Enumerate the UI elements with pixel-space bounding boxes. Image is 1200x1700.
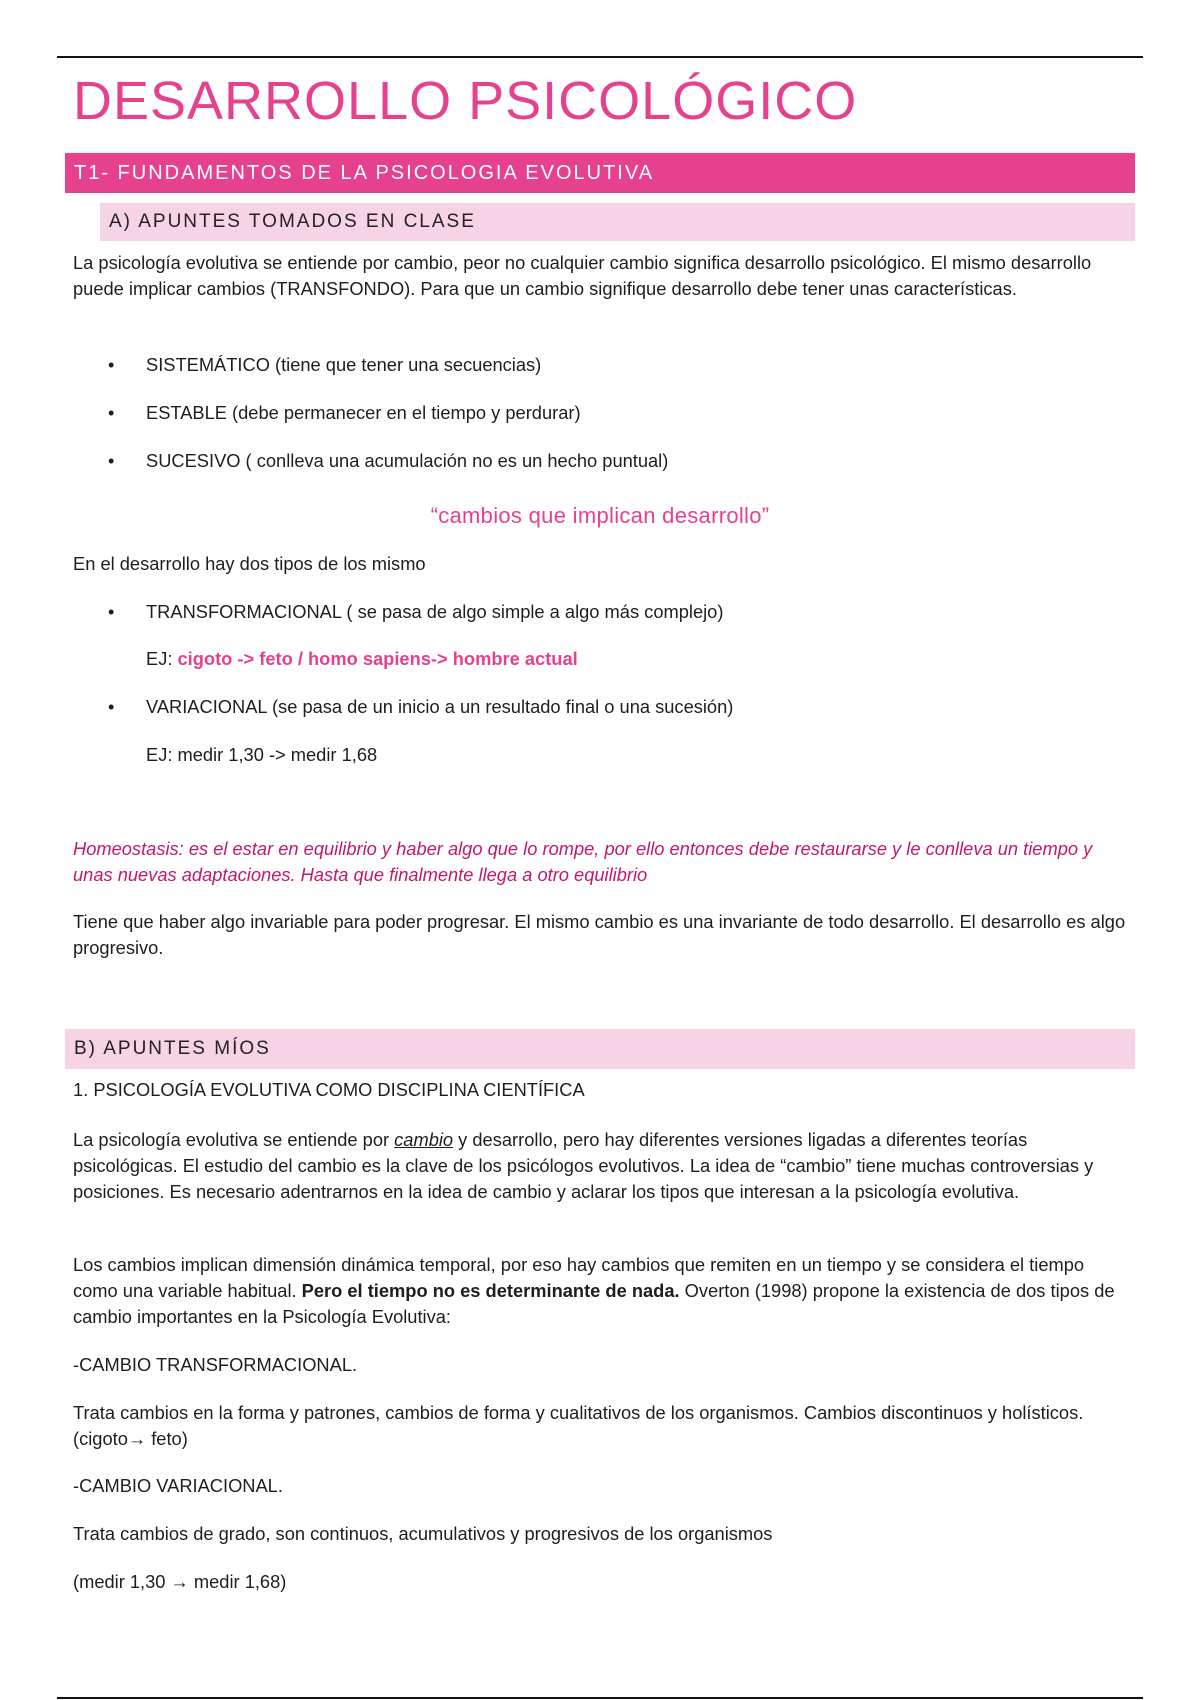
list-item [108, 400, 581, 426]
list-item-text: ESTABLE (debe permanecer en el tiempo y perdurar) [146, 402, 581, 423]
example-transformational: EJ: cigoto -> feto / homo sapiens-> hombre actual [146, 648, 578, 669]
bullet-icon: • [108, 697, 115, 717]
invariant-paragraph: Tiene que haber algo invariable para poder progresar. El mismo cambio es una invariante de todo desarrollo. El desarrollo es algo progresivo. [73, 911, 1126, 958]
section-heading-1: 1. PSICOLOGÍA EVOLUTIVA COMO DISCIPLINA CIENTÍFICA [73, 1079, 585, 1100]
example-highlight: cigoto -> feto / homo sapiens-> hombre actual [177, 648, 578, 669]
paragraph-time: Los cambios implican dimensión dinámica temporal, por eso hay cambios que remiten en un tiempo y se considera el tiempo como una variable habitual. Pero el tiempo no es determinante de nada. Overton (1998) propone la existencia de dos tipos de cambio importantes en la Psicología Evolutiva: [73, 1254, 1115, 1327]
subsection-header-b: B) APUNTES MÍOS [65, 1029, 1135, 1069]
bold-statement: Pero el tiempo no es determinante de nada. [301, 1280, 680, 1301]
highlight-quote: “cambios que implican desarrollo” [430, 503, 770, 528]
list-item-text: SUCESIVO ( conlleva una acumulación no es un hecho puntual) [146, 450, 669, 471]
heading-transformational: -CAMBIO TRANSFORMACIONAL. [73, 1354, 358, 1375]
underlined-term: cambio [394, 1129, 454, 1150]
bullet-icon: • [108, 403, 115, 423]
list-item-text: VARIACIONAL (se pasa de un inicio a un resultado final o una sucesión) [146, 696, 734, 717]
types-intro: En el desarrollo hay dos tipos de los mismo [73, 553, 426, 574]
list-item-text: SISTEMÁTICO (tiene que tener una secuencias) [146, 354, 542, 375]
variational-example: (medir 1,30 → medir 1,68) [73, 1571, 287, 1592]
list-item [108, 599, 723, 625]
subsection-header-a: A) APUNTES TOMADOS EN CLASE [100, 203, 1135, 241]
top-rule [57, 56, 1143, 58]
example-variational: EJ: medir 1,30 -> medir 1,68 [146, 744, 378, 765]
heading-variational: -CAMBIO VARIACIONAL. [73, 1475, 283, 1496]
intro-paragraph: La psicología evolutiva se entiende por cambio, peor no cualquier cambio significa desarrollo psicológico. El mismo desarrollo puede implicar cambios (TRANSFONDO). Para que un cambio signifique desarrollo debe tener unas características. [73, 252, 1092, 299]
bottom-rule [57, 1697, 1143, 1699]
section-header-t1: T1- FUNDAMENTOS DE LA PSICOLOGIA EVOLUTIVA [65, 153, 1135, 193]
bullet-icon: • [108, 451, 115, 471]
bullet-icon: • [108, 355, 115, 375]
bullet-icon: • [108, 602, 115, 622]
list-item [108, 448, 668, 474]
homeostasis-note: Homeostasis: es el estar en equilibrio y haber algo que lo rompe, por ello entonces debe restaurarse y le conlleva un tiempo y unas nuevas adaptaciones. Hasta que finalmente llega a otro equilibrio [73, 838, 1093, 885]
paragraph-cambio: La psicología evolutiva se entiende por cambio y desarrollo, pero hay diferentes versiones ligadas a diferentes teorías psicológicas. El estudio del cambio es la clave de los psicólogos evolutivos. La idea de “cambio” tiene muchas controversias y posiciones. Es necesario adentrarnos en la idea de cambio y aclarar los tipos que interesan a la psicología evolutiva. [73, 1129, 1094, 1202]
transformational-text: Trata cambios en la forma y patrones, cambios de forma y cualitativos de los organismos. Cambios discontinuos y holísticos. (cigoto→ feto) [73, 1402, 1084, 1449]
list-item [108, 352, 541, 378]
variational-text: Trata cambios de grado, son continuos, acumulativos y progresivos de los organismos [73, 1523, 773, 1544]
list-item-text: TRANSFORMACIONAL ( se pasa de algo simple a algo más complejo) [146, 601, 724, 622]
list-item [108, 694, 733, 720]
page-title: DESARROLLO PSICOLÓGICO [73, 71, 858, 131]
